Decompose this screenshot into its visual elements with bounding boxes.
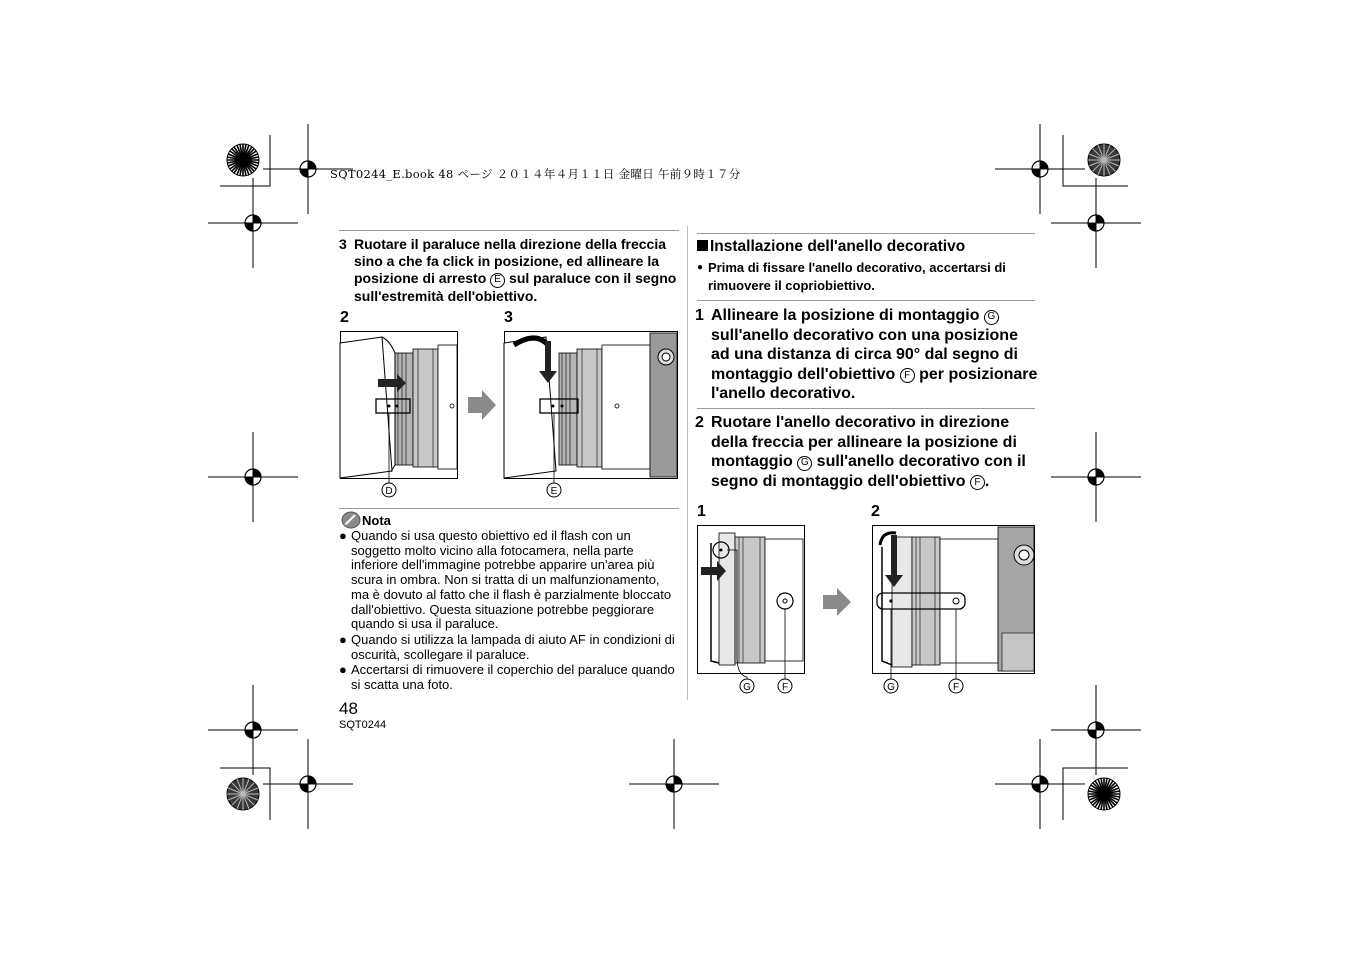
figure-label-2: 2 — [340, 309, 349, 326]
transition-arrow — [468, 390, 496, 420]
pre-note-text: Prima di fissare l'anello decorativo, accertarsi di rimuovere il copriobiettivo. — [708, 260, 1006, 293]
note-top-rule — [339, 508, 679, 509]
pre-note — [697, 259, 1037, 294]
figure-label-1: 1 — [697, 503, 706, 520]
bullet-icon: ● — [697, 262, 704, 273]
lens-hood-figure — [340, 331, 680, 503]
step-1-text-b: sull'anello decorativo con una posizione ad una distanza di circa 90° dal segno di montaggio dell'obiettivo — [711, 326, 1018, 383]
note-icon — [341, 511, 361, 529]
decorative-ring-figure — [697, 525, 1037, 700]
lens-hood-panel-2 — [340, 332, 458, 498]
marker-e: E — [490, 273, 505, 288]
step-3-text-a: Ruotare il paraluce nella direzione della freccia sino a che fa click in posizione, ed allineare la posizione di arresto — [354, 236, 667, 286]
step-2-instruction — [711, 413, 1041, 491]
left-top-rule — [339, 230, 679, 231]
decorative-ring-panel-2 — [873, 526, 1035, 694]
step-2-text-b: sull'anello decorativo con il segno di montaggio dell'obiettivo — [711, 453, 1026, 490]
callout-e: E — [550, 486, 558, 497]
note-item-text: Quando si utilizza la lampada di aiuto AF in condizioni di oscurità, scollegare il paraluce. — [351, 631, 675, 662]
print-header: SQT0244_E.book 48 ページ ２０１４年４月１１日 金曜日 午前９時１７分 — [330, 167, 741, 181]
callout-f: F — [952, 682, 960, 693]
page-number: 48 — [339, 699, 358, 718]
step2-top-rule — [697, 408, 1035, 409]
figure-label-2: 2 — [871, 503, 880, 520]
step-1-text-c: per posizionare l'anello decorativo. — [711, 365, 1038, 402]
right-top-rule — [697, 233, 1035, 234]
step-1-instruction — [711, 306, 1041, 404]
step-1-number: 1 — [695, 307, 704, 324]
note-item-text: Accertarsi di rimuovere il coperchio del paraluce quando si scatta una foto. — [351, 662, 675, 693]
callout-g: G — [743, 682, 751, 693]
section-title — [697, 238, 965, 256]
step-2-number: 2 — [695, 414, 704, 431]
note-list — [339, 529, 681, 693]
note-item: ● Quando si usa questo obiettivo ed il flash con un soggetto molto vicino alla fotocamera, nella parte inferiore dell'immagine potrebbe apparire un'area più scura in ombra. Non si tratta di un malfunzionamento, ma è dovuto al fatto che il flash è parzialmente bloccato dall'obiettivo. Questa situazione potrebbe peggiorare quando si usa il paraluce. — [339, 529, 681, 632]
marker-g: G — [797, 456, 812, 471]
callout-d: D — [385, 486, 393, 497]
note-item: ● Quando si utilizza la lampada di aiuto AF in condizioni di oscurità, scollegare il paraluce. — [339, 633, 681, 662]
callout-g: G — [887, 682, 895, 693]
note-item-text: Quando si usa questo obiettivo ed il flash con un soggetto molto vicino alla fotocamera, nella parte inferiore dell'immagine potrebbe apparire un'area più scura in ombra. Non si tratta di un malfunzionamento, ma è dovuto al fatto che il flash è parzialmente bloccato dall'obiettivo. Questa situazione potrebbe peggiorare quando si usa il paraluce. — [351, 528, 672, 632]
column-divider — [687, 226, 688, 700]
step-1-text-a: Allineare la posizione di montaggio — [711, 307, 984, 324]
transition-arrow — [823, 588, 851, 616]
lens-hood-panel-3 — [504, 332, 678, 498]
marker-f: F — [970, 475, 985, 490]
step-2-text-c: . — [984, 472, 990, 490]
callout-f: F — [781, 682, 789, 693]
decorative-ring-panel-1 — [698, 526, 805, 694]
marker-g: G — [984, 310, 999, 325]
marker-f: F — [900, 368, 915, 383]
figure-label-3: 3 — [504, 309, 513, 326]
document-code: SQT0244 — [339, 719, 387, 731]
step-3-number: 3 — [339, 236, 347, 252]
section-square-icon — [697, 240, 708, 251]
note-item: ● Accertarsi di rimuovere il coperchio del paraluce quando si scatta una foto. — [339, 663, 681, 692]
note-title: Nota — [362, 513, 391, 528]
section-title-text: Installazione dell'anello decorativo — [710, 238, 966, 255]
step1-top-rule — [697, 300, 1035, 301]
step-2-text-a: Ruotare l'anello decorativo in direzione della freccia per allineare la posizione di montaggio — [711, 414, 1017, 470]
step-3-instruction — [354, 236, 682, 305]
step-3-text-b: sul paraluce con il segno sull'estremità dell'obiettivo. — [354, 270, 677, 304]
